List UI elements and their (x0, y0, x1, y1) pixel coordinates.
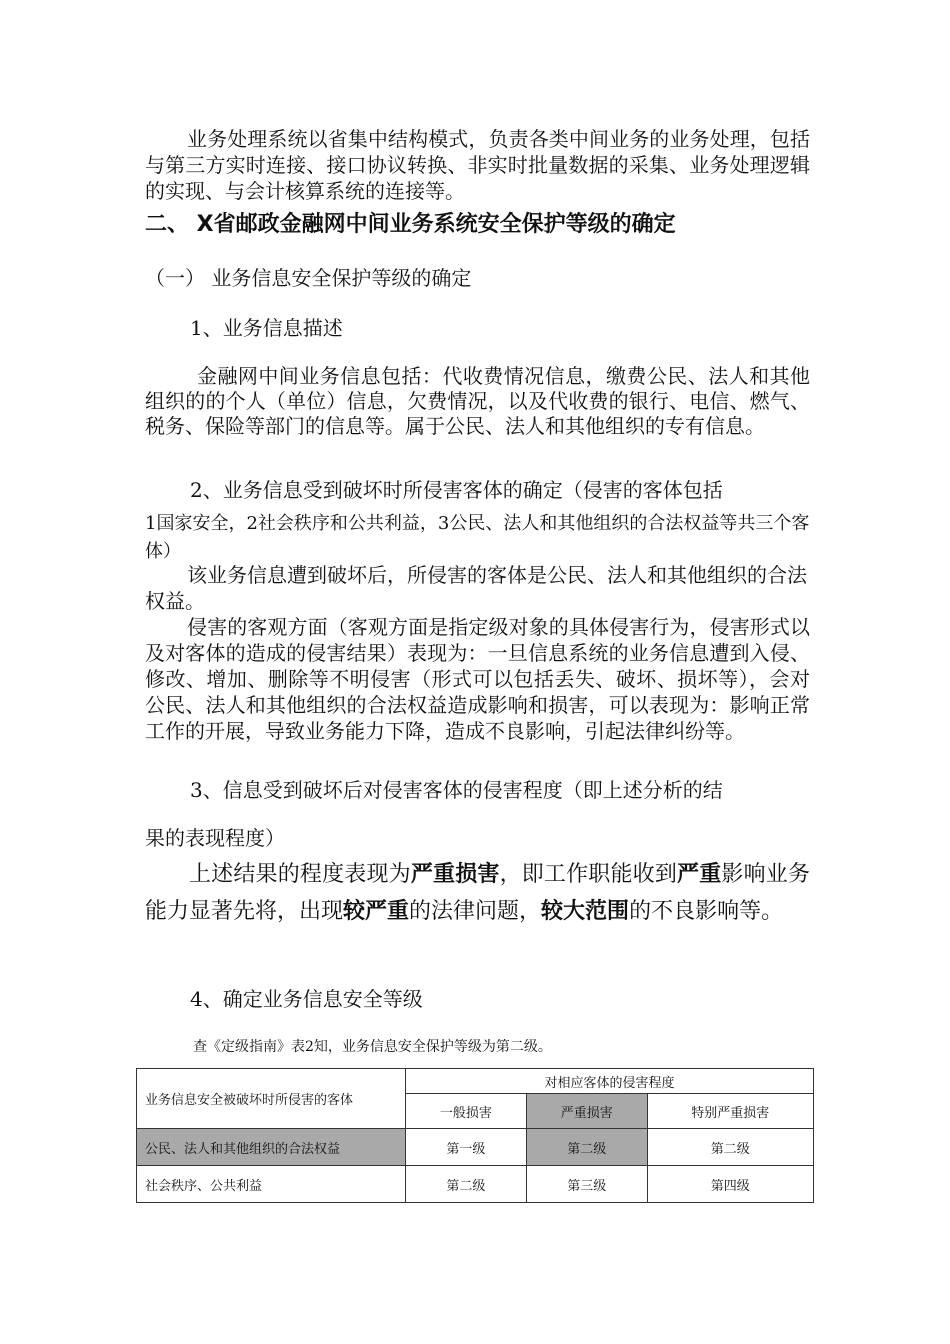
column-header: 严重损害 (526, 1094, 647, 1129)
row-object: 公民、法人和其他组织的合法权益 (137, 1129, 406, 1166)
result-paragraph (145, 856, 810, 930)
item-heading-4: 4、确定业务信息安全等级 (190, 987, 423, 1011)
result-text-3: 影响业务能力显著先将，出现 (145, 862, 810, 924)
item-heading-3-continued: 果的表现程度） (145, 826, 285, 850)
grade-cell: 第二级 (526, 1129, 647, 1166)
result-bold-2: 严重 (677, 862, 722, 887)
result-bold-3: 较严重 (343, 899, 410, 924)
result-bold-1: 严重损害 (410, 862, 500, 887)
harmed-object-paragraph: 该业务信息遭到破坏后，所侵害的客体是公民、法人和其他组织的合法权益。 (145, 563, 807, 613)
grading-table (136, 1068, 814, 1203)
grade-cell: 第四级 (647, 1166, 813, 1203)
item-heading-1: 1、业务信息描述 (190, 316, 343, 340)
table-note: 查《定级指南》表2知，业务信息安全保护等级为第二级。 (193, 1039, 552, 1055)
section-heading-2: 二、 X省邮政金融网中间业务系统安全保护等级的确定 (145, 212, 676, 237)
result-text-1: 上述结果的程度表现为 (189, 862, 411, 887)
subsection-heading-1: （一） 业务信息安全保护等级的确定 (145, 266, 472, 290)
degree-header: 对相应客体的侵害程度 (406, 1069, 814, 1094)
result-bold-4: 较大范围 (541, 899, 630, 924)
row-object: 社会秩序、公共利益 (137, 1166, 406, 1203)
object-header: 业务信息安全被破坏时所侵害的客体 (137, 1069, 406, 1129)
table-row (137, 1166, 814, 1203)
grade-cell: 第一级 (406, 1129, 527, 1166)
business-info-description: 金融网中间业务信息包括：代收费情况信息，缴费公民、法人和其他组织的的个人（单位）信息，欠费情况，以及代收费的银行、电信、燃气、税务、保险等部门的信息等。属于公民、法人和其他组织的专有信息。 (145, 364, 810, 438)
column-header: 一般损害 (406, 1094, 527, 1129)
result-text-2: ，即工作职能收到 (499, 862, 678, 887)
result-text-5: 的不良影响等。 (629, 899, 784, 924)
grade-cell: 第二级 (406, 1166, 527, 1203)
result-text-4: 的法律问题， (409, 899, 542, 924)
column-header: 特别严重损害 (647, 1094, 813, 1129)
item-heading-2: 2、业务信息受到破坏时所侵害客体的确定（侵害的客体包括 (190, 478, 723, 502)
objective-aspect-paragraph: 侵害的客观方面（客观方面是指定级对象的具体侵害行为，侵害形式以及对客体的造成的侵害结果）表现为：一旦信息系统的业务信息遭到入侵、修改、增加、删除等不明侵害（形式可以包括丢失、破坏、损坏等），会对公民、法人和其他组织的合法权益造成影响和损害，可以表现为：影响正常工作的开展，导致业务能力下降，造成不良影响，引起法律纠纷等。 (145, 615, 810, 743)
objects-paragraph: 1国家安全，2社会秩序和公共利益，3公民、法人和其他组织的合法权益等共三个客体） (145, 513, 810, 562)
table-row (137, 1129, 814, 1166)
item-heading-3: 3、信息受到破坏后对侵害客体的侵害程度（即上述分析的结 (190, 778, 723, 802)
intro-paragraph: 业务处理系统以省集中结构模式，负责各类中间业务的业务处理，包括与第三方实时连接、接口协议转换、非实时批量数据的采集、业务处理逻辑的实现、与会计核算系统的连接等。 (145, 127, 810, 203)
grade-cell: 第三级 (526, 1166, 647, 1203)
grade-cell: 第二级 (647, 1129, 813, 1166)
